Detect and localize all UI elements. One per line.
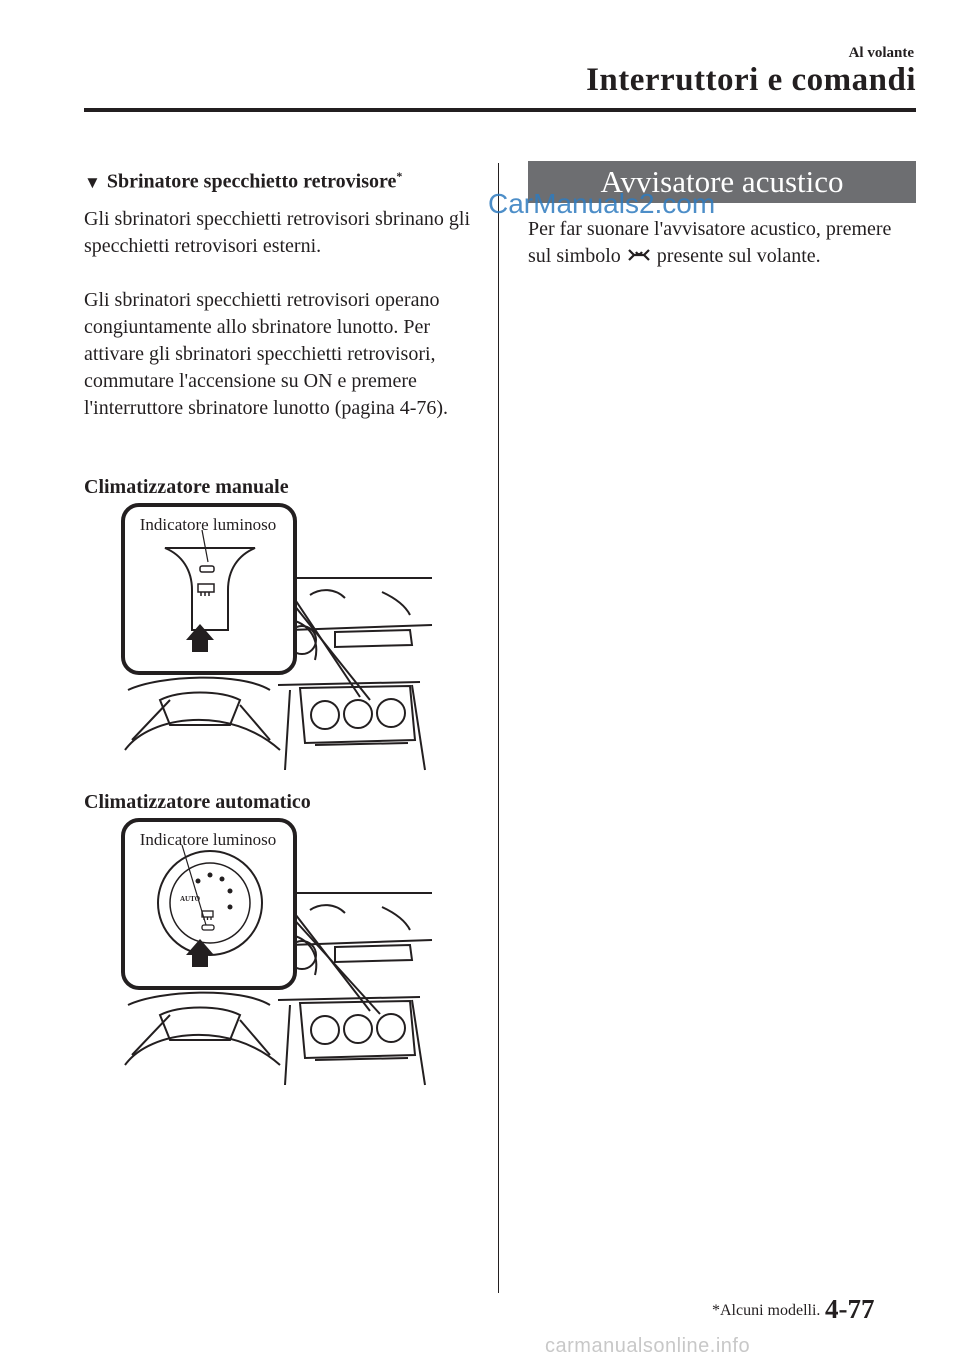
page-number: 4-77 <box>825 1294 875 1324</box>
indicator-callout-label: Indicatore luminoso <box>139 515 277 534</box>
figure-1-label: Climatizzatore manuale <box>84 476 289 498</box>
horn-text-part-2: presente sul volante. <box>651 245 821 267</box>
section-banner: Avvisatore acustico <box>528 161 916 203</box>
figure-auto-climate <box>120 815 440 1095</box>
column-divider <box>498 163 499 1293</box>
horn-icon <box>626 247 652 263</box>
triangle-bullet-icon: ▼ <box>84 172 101 192</box>
page-title: Interruttori e comandi <box>586 62 916 98</box>
paragraph-2: Gli sbrinatori specchietti retrovisori operano congiuntamente allo sbrinatore lunotto. Per attivare gli sbrinatori specchietti retrovisori, commutare l'accensione su ON e premere l'interruttore sbrinatore lunotto (pagina 4-76). <box>84 289 449 419</box>
figure-manual-climate <box>120 500 440 780</box>
horn-text-part-1: Per far suonare l'avvisatore acustico, premere sul simbolo <box>528 218 892 267</box>
section-label: Al volante <box>848 45 914 61</box>
footer-watermark: carmanualsonline.info <box>545 1335 751 1357</box>
header-divider <box>84 108 916 112</box>
footnote: *Alcuni modelli. <box>712 1302 821 1319</box>
figure-2-label: Climatizzatore automatico <box>84 791 311 813</box>
footnote-mark: * <box>396 169 403 183</box>
subheading-text: Sbrinatore specchietto retrovisore <box>106 170 397 193</box>
indicator-callout-label: Indicatore luminoso <box>139 830 277 849</box>
paragraph-1: Gli sbrinatori specchietti retrovisori sbrinano gli specchietti retrovisori esterni. <box>84 208 471 257</box>
watermark-logo: CarManuals2.com <box>488 188 716 219</box>
subheading <box>84 163 484 196</box>
auto-mode-text: AUTO <box>180 895 201 903</box>
horn-instructions <box>528 216 898 270</box>
